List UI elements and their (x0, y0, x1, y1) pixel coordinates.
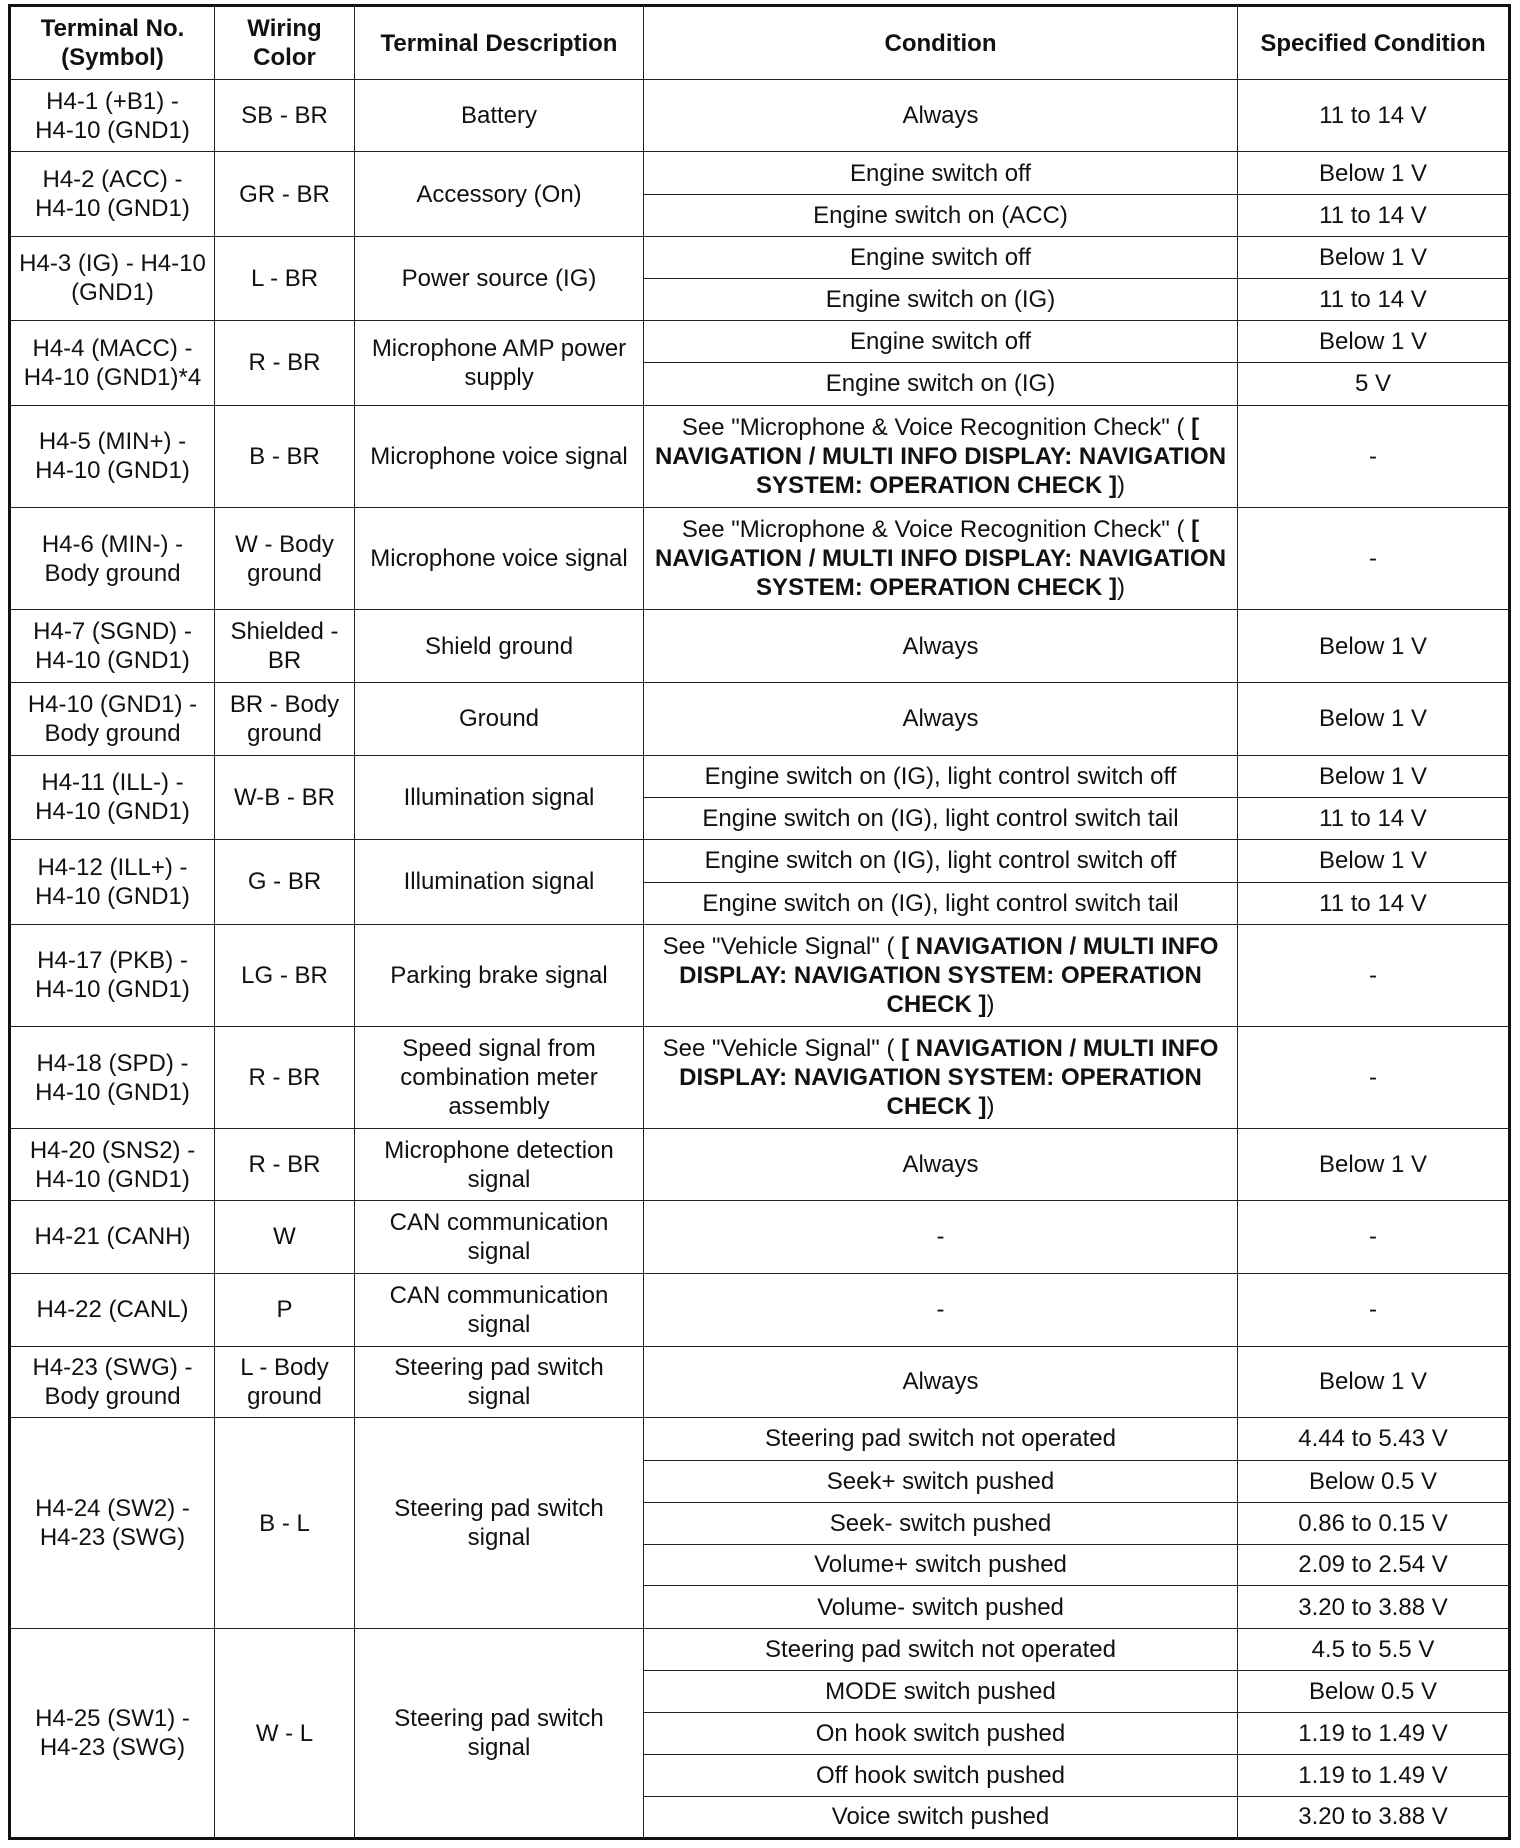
specified-condition-cell: Below 0.5 V (1238, 1460, 1510, 1502)
terminal-description-cell: Microphone detection signal (355, 1129, 644, 1201)
terminal-description-cell: Accessory (On) (355, 152, 644, 237)
condition-cell: Always (644, 682, 1238, 755)
wiring-color-cell: BR - Body ground (215, 682, 355, 755)
specified-condition-cell: 3.20 to 3.88 V (1238, 1796, 1510, 1838)
terminal-line: H4-21 (CANH) (34, 1223, 191, 1251)
terminal-line: H4-23 (SWG) (39, 1524, 186, 1552)
specified-condition-cell: Below 1 V (1238, 682, 1510, 755)
condition-cell: - (644, 1201, 1238, 1273)
wiring-color-cell: G - BR (215, 839, 355, 924)
wiring-color-cell: L - BR (215, 237, 355, 321)
specified-condition-cell: Below 0.5 V (1238, 1671, 1510, 1713)
condition-cell: Engine switch on (IG), light control switch tail (644, 797, 1238, 839)
table-row (10, 682, 1510, 755)
table-row (10, 1026, 1510, 1128)
terminal-line: H4-1 (+B1) - (46, 87, 179, 115)
terminal-line: H4-4 (MACC) - (32, 334, 193, 362)
condition-cell: Always (644, 610, 1238, 682)
specified-condition-cell: 11 to 14 V (1238, 195, 1510, 237)
terminal-cell (10, 1129, 215, 1201)
condition-reference-link: [ NAVIGATION / MULTI INFO DISPLAY: NAVIGATION SYSTEM: OPERATION CHECK ] (654, 516, 1227, 602)
condition-cell: Always (644, 1129, 1238, 1201)
specified-condition-cell: 4.44 to 5.43 V (1238, 1417, 1510, 1460)
condition-reference-text: See "Microphone & Voice Recognition Check" ( (681, 516, 1192, 544)
terminal-line: H4-10 (GND1) (35, 195, 190, 223)
wiring-color-cell: W - Body ground (215, 508, 355, 610)
terminal-cell (10, 1346, 215, 1417)
condition-cell (644, 1026, 1238, 1128)
header-terminal: Terminal No. (Symbol) (10, 6, 215, 80)
specified-condition-cell: Below 1 V (1238, 755, 1510, 797)
wiring-color-cell: R - BR (215, 1129, 355, 1201)
header-terminal-description: Terminal Description (355, 6, 644, 80)
condition-reference-close: ) (1116, 574, 1125, 602)
condition-cell: Always (644, 80, 1238, 152)
header-specified-condition: Specified Condition (1238, 6, 1510, 80)
terminal-line: H4-11 (ILL-) - (41, 769, 184, 797)
condition-cell: On hook switch pushed (644, 1713, 1238, 1755)
terminal-line: H4-10 (GND1) (35, 647, 190, 674)
terminal-line: H4-3 (IG) - H4-10 (19, 250, 206, 278)
specified-condition-cell: 4.5 to 5.5 V (1238, 1629, 1510, 1671)
specified-condition-cell: 3.20 to 3.88 V (1238, 1586, 1510, 1629)
terminal-line: Body ground (44, 1382, 181, 1410)
terminal-cell (10, 610, 215, 682)
wiring-color-cell: P (215, 1273, 355, 1346)
terminal-cell (10, 405, 215, 507)
terminal-description-cell: Steering pad switch signal (355, 1417, 644, 1629)
terminal-cell (10, 839, 215, 924)
condition-cell: Engine switch on (IG) (644, 278, 1238, 320)
terminal-line: H4-10 (GND1) (35, 1165, 190, 1193)
condition-cell (644, 508, 1238, 610)
terminal-line: (GND1) (71, 279, 154, 307)
condition-reference-text: See "Vehicle Signal" ( (662, 1035, 902, 1063)
condition-cell: MODE switch pushed (644, 1671, 1238, 1713)
terminal-line: H4-10 (GND1) (35, 976, 190, 1004)
terminal-description-cell: Speed signal from combination meter assembly (355, 1026, 644, 1128)
terminal-cell (10, 152, 215, 237)
table-row (10, 1201, 1510, 1273)
condition-cell: Seek- switch pushed (644, 1502, 1238, 1544)
terminal-line: H4-5 (MIN+) - (38, 428, 187, 456)
terminal-line: H4-10 (GND1) (35, 457, 190, 485)
condition-cell: Engine switch on (IG), light control switch off (644, 839, 1238, 882)
terminal-line: H4-23 (SWG) (39, 1734, 186, 1762)
table-row (10, 80, 1510, 152)
terminal-line: H4-7 (SGND) - (33, 618, 192, 645)
table-row (10, 508, 1510, 610)
terminal-line: H4-18 (SPD) - (36, 1049, 189, 1077)
terminal-line: H4-10 (GND1) (35, 798, 190, 826)
wiring-color-cell: B - L (215, 1417, 355, 1629)
specified-condition-cell: Below 1 V (1238, 1129, 1510, 1201)
condition-cell: Engine switch on (IG), light control switch off (644, 755, 1238, 797)
specified-condition-cell: - (1238, 508, 1510, 610)
specified-condition-cell: Below 1 V (1238, 320, 1510, 362)
specified-condition-cell: Below 1 V (1238, 1346, 1510, 1417)
terminal-description-cell: Microphone voice signal (355, 405, 644, 507)
condition-reference-close: ) (1116, 471, 1125, 499)
specified-condition-cell: Below 1 V (1238, 839, 1510, 882)
condition-cell: Voice switch pushed (644, 1796, 1238, 1838)
wiring-color-cell: W - L (215, 1629, 355, 1839)
terminal-cell (10, 1201, 215, 1273)
condition-cell: Seek+ switch pushed (644, 1460, 1238, 1502)
wiring-color-cell: R - BR (215, 320, 355, 405)
terminal-line: H4-12 (ILL+) - (37, 853, 188, 881)
terminal-table (8, 4, 1511, 1840)
table-row (10, 924, 1510, 1026)
condition-reference-close: ) (986, 1093, 995, 1121)
terminal-description-cell: Microphone AMP power supply (355, 320, 644, 405)
condition-cell: - (644, 1273, 1238, 1346)
wiring-color-cell: L - Body ground (215, 1346, 355, 1417)
condition-reference-close: ) (986, 990, 995, 1018)
table-row (10, 839, 1510, 882)
wiring-color-cell: Shielded - BR (215, 610, 355, 682)
terminal-description-cell: Illumination signal (355, 755, 644, 839)
terminal-line: H4-6 (MIN-) - (41, 530, 184, 558)
terminal-cell (10, 80, 215, 152)
condition-cell: Steering pad switch not operated (644, 1629, 1238, 1671)
specified-condition-cell: 11 to 14 V (1238, 278, 1510, 320)
wiring-color-cell: LG - BR (215, 924, 355, 1026)
table-row (10, 755, 1510, 797)
header-condition: Condition (644, 6, 1238, 80)
condition-reference-link: [ NAVIGATION / MULTI INFO DISPLAY: NAVIGATION SYSTEM: OPERATION CHECK ] (679, 1035, 1219, 1121)
terminal-line: H4-2 (ACC) - (42, 166, 183, 194)
terminal-cell (10, 755, 215, 839)
wiring-color-cell: B - BR (215, 405, 355, 507)
terminal-cell (10, 320, 215, 405)
terminal-line: Body ground (44, 719, 181, 747)
wiring-color-cell: W (215, 1201, 355, 1273)
condition-cell: Off hook switch pushed (644, 1755, 1238, 1797)
header-wiring-color: Wiring Color (215, 6, 355, 80)
terminal-description-cell: CAN communication signal (355, 1273, 644, 1346)
header-row (10, 6, 1510, 80)
table-row (10, 237, 1510, 279)
condition-cell: Engine switch on (IG) (644, 362, 1238, 405)
specified-condition-cell: Below 1 V (1238, 237, 1510, 279)
condition-cell: Always (644, 1346, 1238, 1417)
condition-cell: Volume+ switch pushed (644, 1544, 1238, 1586)
terminal-cell (10, 1629, 215, 1839)
condition-cell: Engine switch off (644, 152, 1238, 195)
terminal-cell (10, 924, 215, 1026)
terminal-description-cell: Shield ground (355, 610, 644, 682)
condition-cell: Steering pad switch not operated (644, 1417, 1238, 1460)
table-row (10, 1417, 1510, 1460)
terminal-line: H4-25 (SW1) - (35, 1705, 190, 1733)
terminal-description-cell: CAN communication signal (355, 1201, 644, 1273)
condition-cell: Engine switch on (IG), light control switch tail (644, 882, 1238, 924)
table-row (10, 405, 1510, 507)
wiring-color-cell: SB - BR (215, 80, 355, 152)
table-body (10, 80, 1510, 1839)
table-row (10, 1629, 1510, 1671)
terminal-description-cell: Steering pad switch signal (355, 1629, 644, 1839)
table-row (10, 1346, 1510, 1417)
condition-cell: Volume- switch pushed (644, 1586, 1238, 1629)
terminal-cell (10, 1026, 215, 1128)
terminal-line: H4-10 (GND1)*4 (23, 363, 202, 391)
condition-cell: Engine switch off (644, 237, 1238, 279)
table-row (10, 320, 1510, 362)
condition-reference-link: [ NAVIGATION / MULTI INFO DISPLAY: NAVIGATION SYSTEM: OPERATION CHECK ] (654, 413, 1227, 499)
condition-cell: Engine switch off (644, 320, 1238, 362)
terminal-line: H4-17 (PKB) - (37, 947, 188, 975)
specified-condition-cell: 11 to 14 V (1238, 797, 1510, 839)
terminal-line: H4-20 (SNS2) - (29, 1136, 196, 1164)
terminal-description-cell: Power source (IG) (355, 237, 644, 321)
specified-condition-cell: - (1238, 924, 1510, 1026)
terminal-description-cell: Steering pad switch signal (355, 1346, 644, 1417)
terminal-description-cell: Microphone voice signal (355, 508, 644, 610)
condition-cell (644, 405, 1238, 507)
specified-condition-cell: 11 to 14 V (1238, 80, 1510, 152)
table-row (10, 610, 1510, 682)
specified-condition-cell: 1.19 to 1.49 V (1238, 1713, 1510, 1755)
specified-condition-cell: 1.19 to 1.49 V (1238, 1755, 1510, 1797)
specified-condition-cell: Below 1 V (1238, 152, 1510, 195)
terminal-cell (10, 682, 215, 755)
terminal-cell (10, 508, 215, 610)
terminal-line: H4-10 (GND1) - (27, 690, 198, 718)
specified-condition-cell: 2.09 to 2.54 V (1238, 1544, 1510, 1586)
wiring-color-cell: GR - BR (215, 152, 355, 237)
specified-condition-cell: - (1238, 1273, 1510, 1346)
terminal-line: H4-23 (SWG) - (32, 1353, 193, 1381)
terminal-description-cell: Illumination signal (355, 839, 644, 924)
table-row (10, 1273, 1510, 1346)
table-row (10, 152, 1510, 195)
specified-condition-cell: 5 V (1238, 362, 1510, 405)
terminal-cell (10, 1273, 215, 1346)
terminal-line: H4-24 (SW2) - (35, 1495, 190, 1523)
condition-reference-link: [ NAVIGATION / MULTI INFO DISPLAY: NAVIGATION SYSTEM: OPERATION CHECK ] (679, 932, 1219, 1018)
condition-reference-text: See "Vehicle Signal" ( (662, 932, 902, 960)
terminal-line: Body ground (44, 559, 181, 587)
table-row (10, 1129, 1510, 1201)
terminal-description-cell: Battery (355, 80, 644, 152)
condition-cell (644, 924, 1238, 1026)
terminal-cell (10, 1417, 215, 1629)
specified-condition-cell: - (1238, 1026, 1510, 1128)
terminal-line: H4-10 (GND1) (35, 116, 190, 144)
specified-condition-cell: - (1238, 1201, 1510, 1273)
wiring-color-cell: R - BR (215, 1026, 355, 1128)
specified-condition-cell: 0.86 to 0.15 V (1238, 1502, 1510, 1544)
terminal-line: H4-10 (GND1) (35, 1078, 190, 1106)
terminal-cell (10, 237, 215, 321)
condition-reference-text: See "Microphone & Voice Recognition Check" ( (681, 413, 1192, 441)
terminal-line: H4-10 (GND1) (35, 882, 190, 910)
terminal-description-cell: Parking brake signal (355, 924, 644, 1026)
condition-cell: Engine switch on (ACC) (644, 195, 1238, 237)
terminal-line: H4-22 (CANL) (36, 1296, 189, 1324)
specified-condition-cell: Below 1 V (1238, 610, 1510, 682)
specified-condition-cell: - (1238, 405, 1510, 507)
wiring-color-cell: W-B - BR (215, 755, 355, 839)
specified-condition-cell: 11 to 14 V (1238, 882, 1510, 924)
terminal-description-cell: Ground (355, 682, 644, 755)
